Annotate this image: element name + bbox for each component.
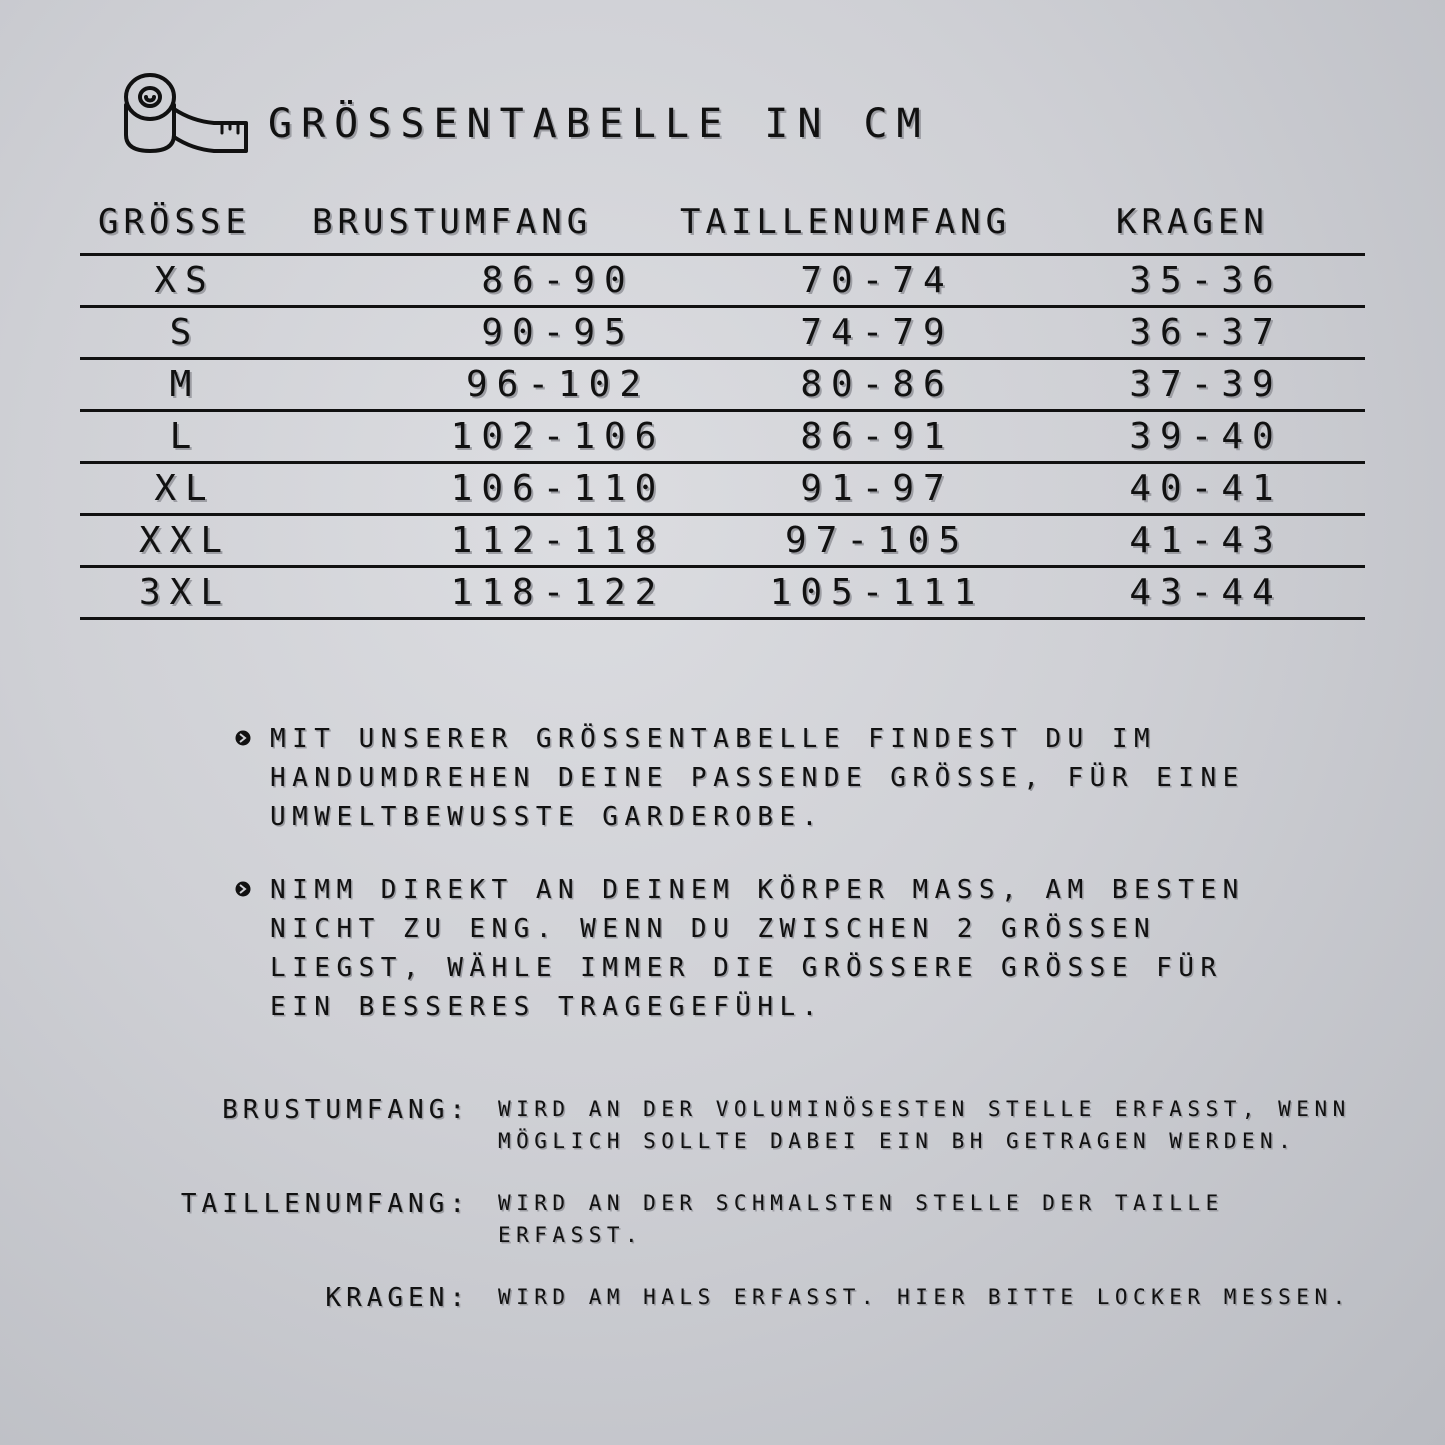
header-kragen: KRAGEN xyxy=(1116,202,1269,242)
title-row xyxy=(122,68,930,158)
definition-item xyxy=(0,1281,1445,1313)
note-item xyxy=(232,871,1252,1027)
size-cell: M xyxy=(169,364,201,405)
table-row xyxy=(80,464,1365,516)
brust-cell: 90-95 xyxy=(481,312,635,353)
table-row xyxy=(80,412,1365,464)
brust-cell: 86-90 xyxy=(481,260,635,301)
definition-desc: WIRD AN DER SCHMALSTEN STELLE DER TAILLE ERFASST. xyxy=(498,1191,1224,1247)
definition-term: KRAGEN: xyxy=(325,1283,470,1313)
size-cell: XL xyxy=(154,468,216,509)
kragen-cell: 36-37 xyxy=(1129,312,1283,353)
table-row xyxy=(80,568,1365,620)
size-cell: XXL xyxy=(138,520,232,561)
definitions xyxy=(0,1093,1445,1343)
definition-item xyxy=(0,1187,1445,1251)
size-cell: 3XL xyxy=(138,572,232,613)
note-text: NIMM DIREKT AN DEINEM KÖRPER MASS, AM BESTEN NICHT ZU ENG. WENN DU ZWISCHEN 2 GRÖSSEN LIEGST, WÄHLE IMMER DIE GRÖSSERE GRÖSSE FÜR EIN BESSERES TRAGEGEFÜHL. xyxy=(270,875,1245,1022)
taille-cell: 80-86 xyxy=(800,364,954,405)
taille-cell: 97-105 xyxy=(784,520,970,561)
measuring-tape-icon xyxy=(122,71,250,155)
brust-cell: 118-122 xyxy=(450,572,666,613)
bullet-dot-icon xyxy=(234,880,252,898)
kragen-cell: 39-40 xyxy=(1129,416,1283,457)
note-text: MIT UNSERER GRÖSSENTABELLE FINDEST DU IM HANDUMDREHEN DEINE PASSENDE GRÖSSE, FÜR EINE UMWELTBEWUSSTE GARDEROBE. xyxy=(270,724,1245,832)
taille-cell: 105-111 xyxy=(769,572,985,613)
size-cell: S xyxy=(169,312,201,353)
brust-cell: 112-118 xyxy=(450,520,666,561)
size-table xyxy=(80,196,1365,620)
table-row xyxy=(80,516,1365,568)
note-item xyxy=(232,720,1252,837)
definition-term: TAILLENUMFANG: xyxy=(180,1189,470,1219)
header-brustumfang: BRUSTUMFANG xyxy=(312,202,593,242)
size-cell: XS xyxy=(154,260,216,301)
kragen-cell: 37-39 xyxy=(1129,364,1283,405)
table-row xyxy=(80,308,1365,360)
notes xyxy=(232,720,1252,1061)
definition-term: BRUSTUMFANG: xyxy=(222,1095,470,1125)
kragen-cell: 40-41 xyxy=(1129,468,1283,509)
bullet-dot-icon xyxy=(234,729,252,747)
definition-desc: WIRD AN DER VOLUMINÖSESTEN STELLE ERFASST, WENN MÖGLICH SOLLTE DABEI EIN BH GETRAGEN WERDEN. xyxy=(498,1097,1351,1153)
definition-item xyxy=(0,1093,1445,1157)
size-cell: L xyxy=(169,416,201,457)
table-row xyxy=(80,256,1365,308)
kragen-cell: 35-36 xyxy=(1129,260,1283,301)
definition-desc: WIRD AM HALS ERFASST. HIER BITTE LOCKER MESSEN. xyxy=(498,1285,1351,1309)
kragen-cell: 41-43 xyxy=(1129,520,1283,561)
brust-cell: 106-110 xyxy=(450,468,666,509)
kragen-cell: 43-44 xyxy=(1129,572,1283,613)
header-taillenumfang: TAILLENUMFANG xyxy=(680,202,1012,242)
header-groesse: GRÖSSE xyxy=(98,202,251,242)
taille-cell: 86-91 xyxy=(800,416,954,457)
taille-cell: 74-79 xyxy=(800,312,954,353)
table-header xyxy=(80,196,1365,256)
page-title: GRÖSSENTABELLE IN CM xyxy=(268,101,930,147)
taille-cell: 91-97 xyxy=(800,468,954,509)
brust-cell: 102-106 xyxy=(450,416,666,457)
taille-cell: 70-74 xyxy=(800,260,954,301)
brust-cell: 96-102 xyxy=(465,364,651,405)
table-row xyxy=(80,360,1365,412)
